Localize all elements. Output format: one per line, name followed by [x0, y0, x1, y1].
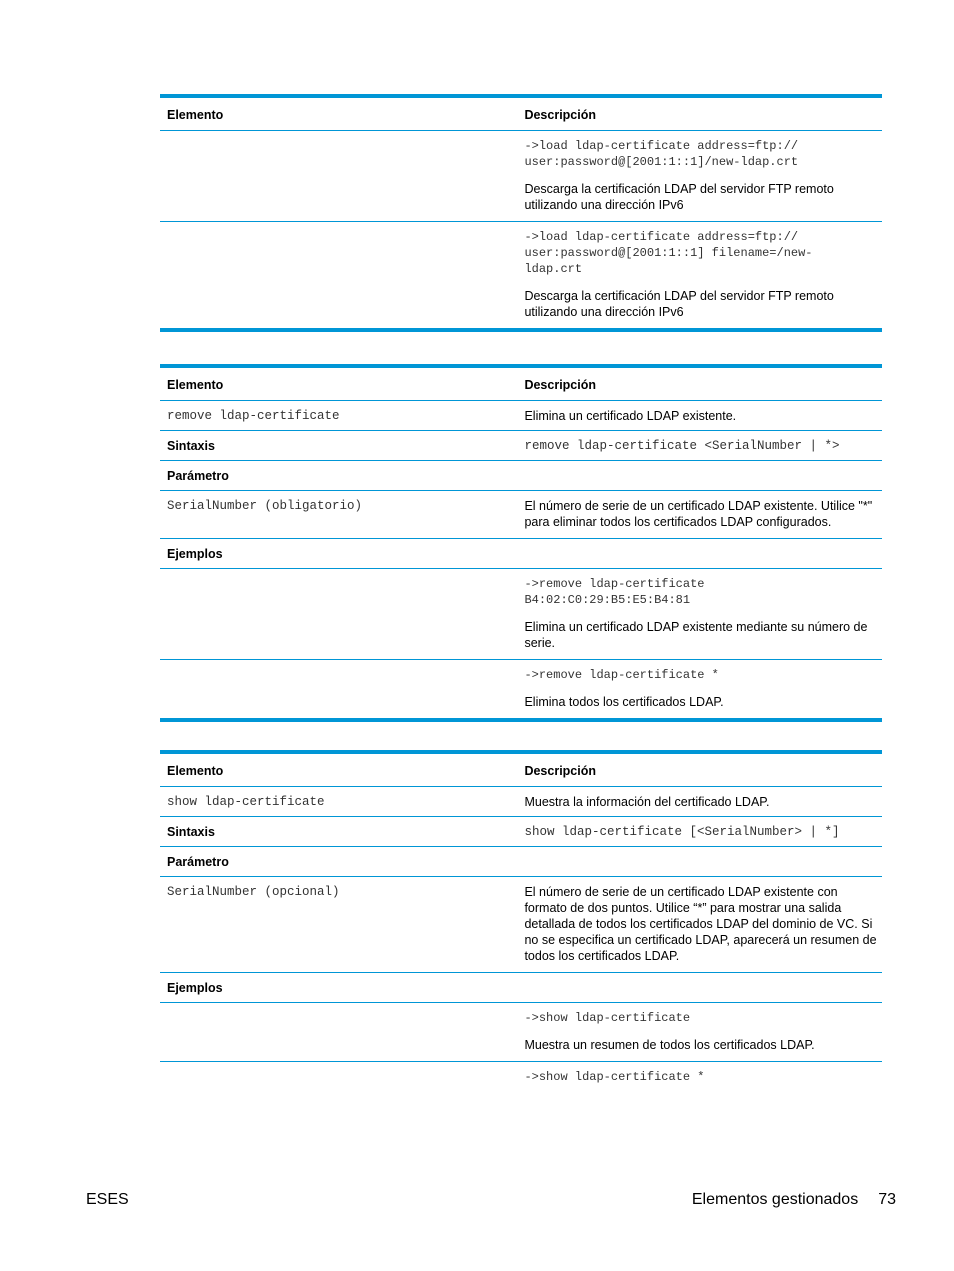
parameter-description: El número de serie de un certificado LDAP existente con formato de dos puntos. Utilice “*” para mostrar una salida detallada de todos los certificados LDAP del dominio de VC. Si no se especifica un certificado LDAP, aparecerá un resumen de todos los certificados LDAP.: [524, 885, 877, 963]
show-ldap-certificate-table: [160, 750, 882, 1093]
example-cell: [517, 1003, 882, 1062]
syntax-label: Sintaxis: [167, 439, 215, 453]
parameter-row: [160, 877, 882, 973]
header-description: Descripción: [524, 378, 597, 392]
element-cell: [160, 131, 517, 222]
syntax-label: Sintaxis: [167, 825, 215, 839]
examples-heading-row: [160, 539, 882, 569]
parameter-name: SerialNumber (opcional): [167, 885, 340, 899]
example-row: [160, 569, 882, 660]
parameter-name: SerialNumber (obligatorio): [167, 499, 363, 513]
description-cell: [517, 131, 882, 222]
example-code: ->remove ldap-certificate B4:02:C0:29:B5:E5:B4:81: [524, 577, 705, 607]
example-code: ->show ldap-certificate *: [524, 1070, 705, 1084]
table-header: [160, 96, 882, 131]
examples-label: Ejemplos: [167, 981, 223, 995]
syntax-row: [160, 431, 882, 461]
example-code: ->show ldap-certificate: [524, 1011, 691, 1025]
example-description: Descarga la certificación LDAP del servidor FTP remoto utilizando una dirección IPv6: [524, 182, 834, 212]
syntax-row: [160, 817, 882, 847]
table-row: [160, 131, 882, 222]
example-row: [160, 660, 882, 721]
command-row: [160, 787, 882, 817]
header-description: Descripción: [524, 108, 597, 122]
table-row: [160, 222, 882, 331]
example-description: Elimina todos los certificados LDAP.: [524, 695, 724, 709]
examples-label: Ejemplos: [167, 547, 223, 561]
example-cell: [517, 569, 882, 660]
example-description: Elimina un certificado LDAP existente mediante su número de serie.: [524, 620, 868, 650]
command-description: Muestra la información del certificado LDAP.: [524, 795, 770, 809]
element-cell: [160, 222, 517, 331]
footer-page-info: [692, 1191, 896, 1209]
command-description: Elimina un certificado LDAP existente.: [524, 409, 737, 423]
command-name: remove ldap-certificate: [167, 409, 340, 423]
command-name: show ldap-certificate: [167, 795, 325, 809]
parameter-label: Parámetro: [167, 855, 229, 869]
example-row: [160, 1003, 882, 1062]
page-number: 73: [878, 1191, 896, 1208]
examples-heading-row: [160, 973, 882, 1003]
footer-locale: ESES: [86, 1191, 129, 1208]
example-description: Muestra un resumen de todos los certificados LDAP.: [524, 1038, 815, 1052]
syntax-value: show ldap-certificate [<SerialNumber> | *]: [524, 825, 840, 839]
example-row: [160, 1062, 882, 1094]
parameter-row: [160, 491, 882, 539]
table-header: [160, 366, 882, 401]
example-cell: [517, 1062, 882, 1094]
header-description: Descripción: [524, 764, 597, 778]
load-ldap-certificate-table: [160, 94, 882, 332]
command-row: [160, 401, 882, 431]
parameter-label: Parámetro: [167, 469, 229, 483]
example-code: ->load ldap-certificate address=ftp:// user:password@[2001:1::1]/new-ldap.crt: [524, 139, 799, 169]
parameter-heading-row: [160, 461, 882, 491]
description-cell: [517, 222, 882, 331]
example-code: ->load ldap-certificate address=ftp:// user:password@[2001:1::1] filename=/new- ldap.crt: [524, 230, 813, 276]
table-header: [160, 752, 882, 787]
example-code: ->remove ldap-certificate *: [524, 668, 719, 682]
footer-section-title: Elementos gestionados: [691, 1191, 859, 1208]
example-description: Descarga la certificación LDAP del servidor FTP remoto utilizando una dirección IPv6: [524, 289, 834, 319]
header-element: Elemento: [167, 378, 224, 392]
example-cell: [517, 660, 882, 721]
header-element: Elemento: [167, 108, 224, 122]
parameter-description: El número de serie de un certificado LDAP existente. Utilice "*" para eliminar todos los certificados LDAP configurados.: [524, 499, 873, 529]
header-element: Elemento: [167, 764, 224, 778]
remove-ldap-certificate-table: [160, 364, 882, 722]
parameter-heading-row: [160, 847, 882, 877]
syntax-value: remove ldap-certificate <SerialNumber | *>: [524, 439, 840, 453]
